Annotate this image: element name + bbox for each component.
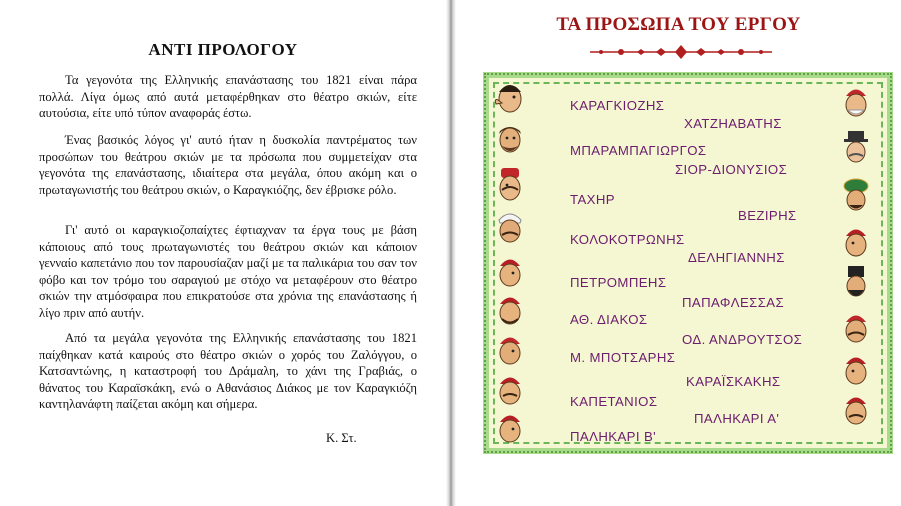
kolokotronis-portrait-icon — [494, 210, 526, 244]
karaiskakis-portrait-icon — [840, 352, 872, 386]
right-page — [456, 0, 901, 506]
petrompeis-portrait-icon — [494, 254, 526, 288]
preface-paragraph-4: Από τα μεγάλα γεγονότα της Ελληνικής επανάστασης του 1821 παίχθηκαν κατά καιρούς στο θέατρο σκιών ο χορός του Ζαλόγγου, ο Κατσαντώνης, η καταστροφή του Δράμαλη, το χάνι της Γραβιάς, ο θάνατος του Καραϊσκάκη, ενώ ο Αθανάσιος Διάκος με τον Καραγκιόζη καντηλανάφτη παίζεται ακόμη και σήμερα. — [39, 331, 417, 411]
palikari-b-portrait-icon — [494, 410, 526, 444]
cast-name-vezyris: ΒΕΖΙΡΗΣ — [738, 208, 797, 223]
barbagiorgos-portrait-icon — [494, 122, 526, 156]
cast-name-androutsos: ΟΔ. ΑΝΔΡΟΥΤΣΟΣ — [682, 332, 803, 347]
tachir-portrait-icon — [494, 168, 526, 202]
cast-name-deligiannis: ΔΕΛΗΓΙΑΝΝΗΣ — [688, 250, 785, 265]
cast-name-kolokotronis: ΚΟΛΟΚΟΤΡΩΝΗΣ — [570, 232, 685, 247]
palikari-a-portrait-icon — [840, 392, 872, 426]
left-page — [0, 0, 446, 506]
sior-dionysios-portrait-icon — [840, 130, 872, 164]
kapetanios-portrait-icon — [494, 372, 526, 406]
cast-name-karaiskakis: ΚΑΡΑΪΣΚΑΚΗΣ — [686, 374, 781, 389]
cast-name-hatziavatis: ΧΑΤΖΗΑΒΑΤΗΣ — [684, 116, 782, 131]
cast-name-palikari-a: ΠΑΛΗΚΑΡΙ Α' — [694, 411, 780, 426]
hatziavatis-portrait-icon — [840, 84, 872, 118]
cast-name-tachir: ΤΑΧΗΡ — [570, 192, 615, 207]
cast-name-papaflessas: ΠΑΠΑΦΛΕΣΣΑΣ — [682, 295, 785, 310]
karagkiozis-portrait-icon — [494, 80, 526, 114]
cast-name-barbagiorgos: ΜΠΑΡΑΜΠΑΓΙΩΡΓΟΣ — [570, 143, 707, 158]
androutsos-portrait-icon — [840, 310, 872, 344]
cast-name-botsaris: Μ. ΜΠΟΤΣΑΡΗΣ — [570, 350, 676, 365]
diakos-portrait-icon — [494, 292, 526, 326]
cast-name-petrompeis: ΠΕΤΡΟΜΠΕΗΣ — [570, 275, 667, 290]
preface-paragraph-2: Ένας βασικός λόγος γι' αυτό ήταν η δυσκολία παντρέματος των προσώπων του θεάτρου σκιών με τα πρόσωπα που συμμετείχαν στα γεγονότα της επανάστασης, ιδιαίτερα στα μεγάλα, όπου ακόμη και ο πρωταγωνιστής του θεάτρου σκιών, ο Καραγκιόζης, δεν έβρισκε ρόλο. — [39, 133, 417, 197]
title-ornament-icon — [586, 44, 776, 60]
botsaris-portrait-icon — [494, 332, 526, 366]
preface-paragraph-1: Τα γεγονότα της Ελληνικής επανάστασης του 1821 είναι πάρα πολλά. Λίγα όμως από αυτά μεταφέρθηκαν στο θέατρο σκιών, είτε αυτούσια, είτε υπό τύπον αναφοράς έστω. — [39, 73, 417, 120]
cast-name-palikari-b: ΠΑΛΗΚΑΡΙ Β' — [570, 429, 657, 444]
papaflessas-portrait-icon — [840, 266, 872, 300]
vezyris-portrait-icon — [840, 178, 872, 212]
deligiannis-portrait-icon — [840, 224, 872, 258]
cast-name-kapetanios: ΚΑΠΕΤΑΝΙΟΣ — [570, 394, 658, 409]
cast-name-sior-dionysios: ΣΙΟΡ-ΔΙΟΝΥΣΙΟΣ — [675, 162, 788, 177]
preface-heading: ΑΝΤΙ ΠΡΟΛΟΓΟΥ — [148, 40, 298, 59]
page-gutter — [446, 0, 456, 506]
cast-name-karagkiozis: ΚΑΡΑΓΚΙΟΖΗΣ — [570, 98, 665, 113]
preface-paragraph-3: Γι' αυτό οι καραγκιοζοπαίχτες έφτιαχναν τα έργα τους με βάση κάποιους από τους πρωταγωνιστές του θεάτρου σκιών και κάποιον γενναίο καπετάνιο που τον παρουσίαζαν μαζί με τα παλικάρια του σαν τον φόβο και τον τρόμο του σαραγιού με στόχο να μεταφέρουν στο θέατρο σκιών την ατμόσφαιρα που επικρατούσε στα χρόνια της επανάστασης ή λίγο πριν από αυτήν. — [39, 223, 417, 320]
cast-name-diakos: ΑΘ. ΔΙΑΚΟΣ — [570, 312, 648, 327]
cast-title: ΤΑ ΠΡΟΣΩΠΑ ΤΟΥ ΕΡΓΟΥ — [556, 14, 801, 35]
author-signature: Κ. Στ. — [326, 431, 357, 445]
